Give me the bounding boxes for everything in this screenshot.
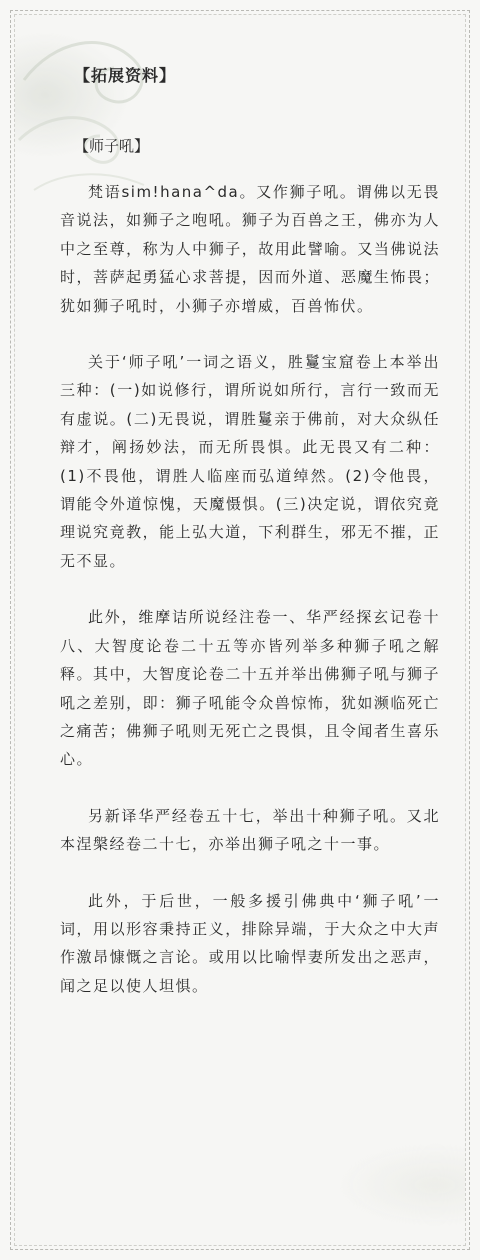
paragraph-3: 此外，维摩诘所说经注卷一、华严经探玄记卷十八、大智度论卷二十五等亦皆列举多种狮子吼之解释。其中，大智度论卷二十五并举出佛狮子吼与狮子吼之差别，即：狮子吼能令众兽惊怖，犹如濒临死亡之痛苦；佛狮子吼则无死亡之畏惧，且令闻者生喜乐心。 (60, 608, 440, 769)
paragraph-1: 梵语sim!hana^da。又作狮子吼。谓佛以无畏音说法，如狮子之咆吼。狮子为百兽之王，佛亦为人中之至尊，称为人中狮子，故用此譬喻。又当佛说法时，菩萨起勇猛心求菩提，因而外道、恶魔生怖畏；犹如狮子吼时，小狮子亦增威，百兽怖伏。 (60, 183, 440, 315)
entry-title: 【师子吼】 (74, 137, 150, 155)
section-heading: 【拓展资料】 (74, 66, 177, 85)
paragraph-2: 关于‘师子吼’一词之语义，胜鬘宝窟卷上本举出三种：(一)如说修行，谓所说如所行，言行一致而无有虚说。(二)无畏说，谓胜鬘亲于佛前，对大众纵任辩才，阐扬妙法，而无所畏惧。此无畏又有二种：(1)不畏他，谓胜人临座而弘道绰然。(2)令他畏，谓能令外道惊愧，天魔慑惧。(三)决定说，谓依究竟理说究竟教，能上弘大道，下利群生，邪无不摧，正无不显。 (60, 353, 440, 570)
paragraph-4: 另新译华严经卷五十七，举出十种狮子吼。又北本涅槃经卷二十七，亦举出狮子吼之十一事。 (60, 806, 440, 854)
article-content (60, 58, 440, 1028)
paragraph-5: 此外，于后世，一般多援引佛典中‘狮子吼’一词，用以形容秉持正义，排除异端，于大众之中大声作激昂慷慨之言论。或用以比喻悍妻所发出之恶声，闻之足以使人坦惧。 (60, 891, 440, 995)
